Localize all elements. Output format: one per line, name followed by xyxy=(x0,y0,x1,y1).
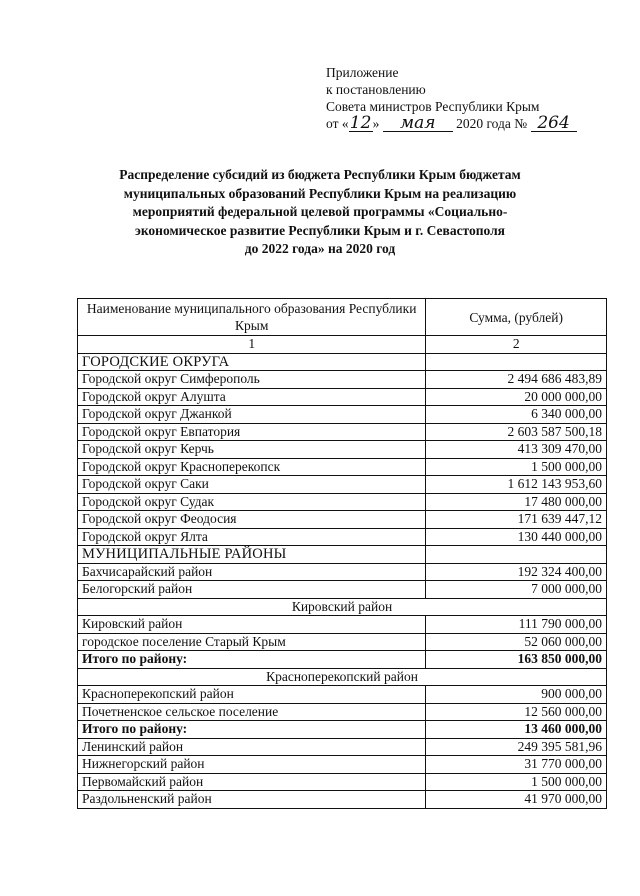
row-amount: 1 500 000,00 xyxy=(426,458,607,476)
appendix-line-1: Приложение xyxy=(326,65,399,80)
year-text: 2020 года № xyxy=(456,116,528,131)
row-name: городское поселение Старый Крым xyxy=(78,633,426,651)
table-row xyxy=(78,773,607,791)
appendix-line-3: Совета министров Республики Крым xyxy=(326,99,540,114)
row-amount: 2 603 587 500,18 xyxy=(426,423,607,441)
row-amount xyxy=(426,546,607,564)
table-row xyxy=(78,371,607,389)
date-close-quote: » xyxy=(372,116,380,131)
district-heading: Кировский район xyxy=(78,598,607,616)
subsidy-table xyxy=(77,298,607,809)
table-row xyxy=(78,686,607,704)
column-number-2: 2 xyxy=(426,336,607,354)
district-heading: Красноперекопский район xyxy=(78,668,607,686)
table-row xyxy=(78,756,607,774)
table-row xyxy=(78,493,607,511)
row-amount: 7 000 000,00 xyxy=(426,581,607,599)
row-name: Городской округ Ялта xyxy=(78,528,426,546)
row-name: Городской округ Евпатория xyxy=(78,423,426,441)
table-row xyxy=(78,388,607,406)
row-amount: 413 309 470,00 xyxy=(426,441,607,459)
total-row xyxy=(78,651,607,669)
title-line-1: Распределение субсидий из бюджета Республики Крым бюджетам xyxy=(119,167,521,182)
row-name: Раздольненский район xyxy=(78,791,426,809)
appendix-date-line xyxy=(326,115,577,132)
handwritten-month: мая xyxy=(383,116,453,132)
table-row xyxy=(78,511,607,529)
section-row xyxy=(78,353,607,371)
table-row xyxy=(78,738,607,756)
district-heading-row xyxy=(78,598,607,616)
row-amount: 17 480 000,00 xyxy=(426,493,607,511)
document-title xyxy=(60,166,580,259)
table-row xyxy=(78,406,607,424)
table-row xyxy=(78,423,607,441)
row-name: Первомайский район xyxy=(78,773,426,791)
row-name: Городской округ Алушта xyxy=(78,388,426,406)
table-row xyxy=(78,581,607,599)
column-number-1: 1 xyxy=(78,336,426,354)
handwritten-day: 12 xyxy=(349,113,372,133)
table-row xyxy=(78,563,607,581)
handwritten-number: 264 xyxy=(531,116,577,132)
header-name: Наименование муниципального образования Республики Крым xyxy=(78,299,426,336)
row-amount: 163 850 000,00 xyxy=(426,651,607,669)
table-row xyxy=(78,528,607,546)
table-row xyxy=(78,458,607,476)
district-heading-row xyxy=(78,668,607,686)
total-row xyxy=(78,721,607,739)
row-name: Кировский район xyxy=(78,616,426,634)
title-line-5: до 2022 года» на 2020 год xyxy=(244,241,396,256)
row-amount: 6 340 000,00 xyxy=(426,406,607,424)
table-row xyxy=(78,791,607,809)
table-row xyxy=(78,476,607,494)
row-name: Красноперекопский район xyxy=(78,686,426,704)
row-name: Итого по району: xyxy=(78,651,426,669)
row-name: Ленинский район xyxy=(78,738,426,756)
row-name: Городской округ Симферополь xyxy=(78,371,426,389)
row-name: Нижнегорский район xyxy=(78,756,426,774)
table-row xyxy=(78,616,607,634)
row-amount xyxy=(426,353,607,371)
table-header-row xyxy=(78,299,607,336)
section-row xyxy=(78,546,607,564)
title-line-2: муниципальных образований Республики Крым на реализацию xyxy=(123,185,517,201)
table-row xyxy=(78,633,607,651)
row-amount: 41 970 000,00 xyxy=(426,791,607,809)
header-amount: Сумма, (рублей) xyxy=(426,299,607,336)
table-row xyxy=(78,441,607,459)
row-amount: 1 612 143 953,60 xyxy=(426,476,607,494)
row-name: Городской округ Керчь xyxy=(78,441,426,459)
column-number-row xyxy=(78,336,607,354)
row-amount: 1 500 000,00 xyxy=(426,773,607,791)
row-name: Бахчисарайский район xyxy=(78,563,426,581)
row-amount: 13 460 000,00 xyxy=(426,721,607,739)
row-name: Итого по району: xyxy=(78,721,426,739)
appendix-line-2: к постановлению xyxy=(326,82,426,97)
row-amount: 2 494 686 483,89 xyxy=(426,371,607,389)
row-name: Городской округ Красноперекопск xyxy=(78,458,426,476)
appendix-block xyxy=(326,64,577,132)
row-amount: 52 060 000,00 xyxy=(426,633,607,651)
row-name: Городской округ Судак xyxy=(78,493,426,511)
table-row xyxy=(78,703,607,721)
row-name: Городской округ Джанкой xyxy=(78,406,426,424)
row-amount: 130 440 000,00 xyxy=(426,528,607,546)
row-amount: 192 324 400,00 xyxy=(426,563,607,581)
title-line-4: экономическое развитие Республики Крым и г. Севастополя xyxy=(135,222,505,238)
row-name: Городской округ Саки xyxy=(78,476,426,494)
row-name: Почетненское сельское поселение xyxy=(78,703,426,721)
date-prefix: от « xyxy=(326,116,349,131)
row-amount: 12 560 000,00 xyxy=(426,703,607,721)
row-amount: 31 770 000,00 xyxy=(426,756,607,774)
row-amount: 20 000 000,00 xyxy=(426,388,607,406)
row-name: ГОРОДСКИЕ ОКРУГА xyxy=(78,353,426,371)
row-amount: 900 000,00 xyxy=(426,686,607,704)
row-name: Городской округ Феодосия xyxy=(78,511,426,529)
row-name: Белогорский район xyxy=(78,581,426,599)
title-line-3: мероприятий федеральной целевой программы «Социально- xyxy=(132,204,508,219)
row-amount: 171 639 447,12 xyxy=(426,511,607,529)
row-name: МУНИЦИПАЛЬНЫЕ РАЙОНЫ xyxy=(78,546,426,564)
row-amount: 111 790 000,00 xyxy=(426,616,607,634)
row-amount: 249 395 581,96 xyxy=(426,738,607,756)
